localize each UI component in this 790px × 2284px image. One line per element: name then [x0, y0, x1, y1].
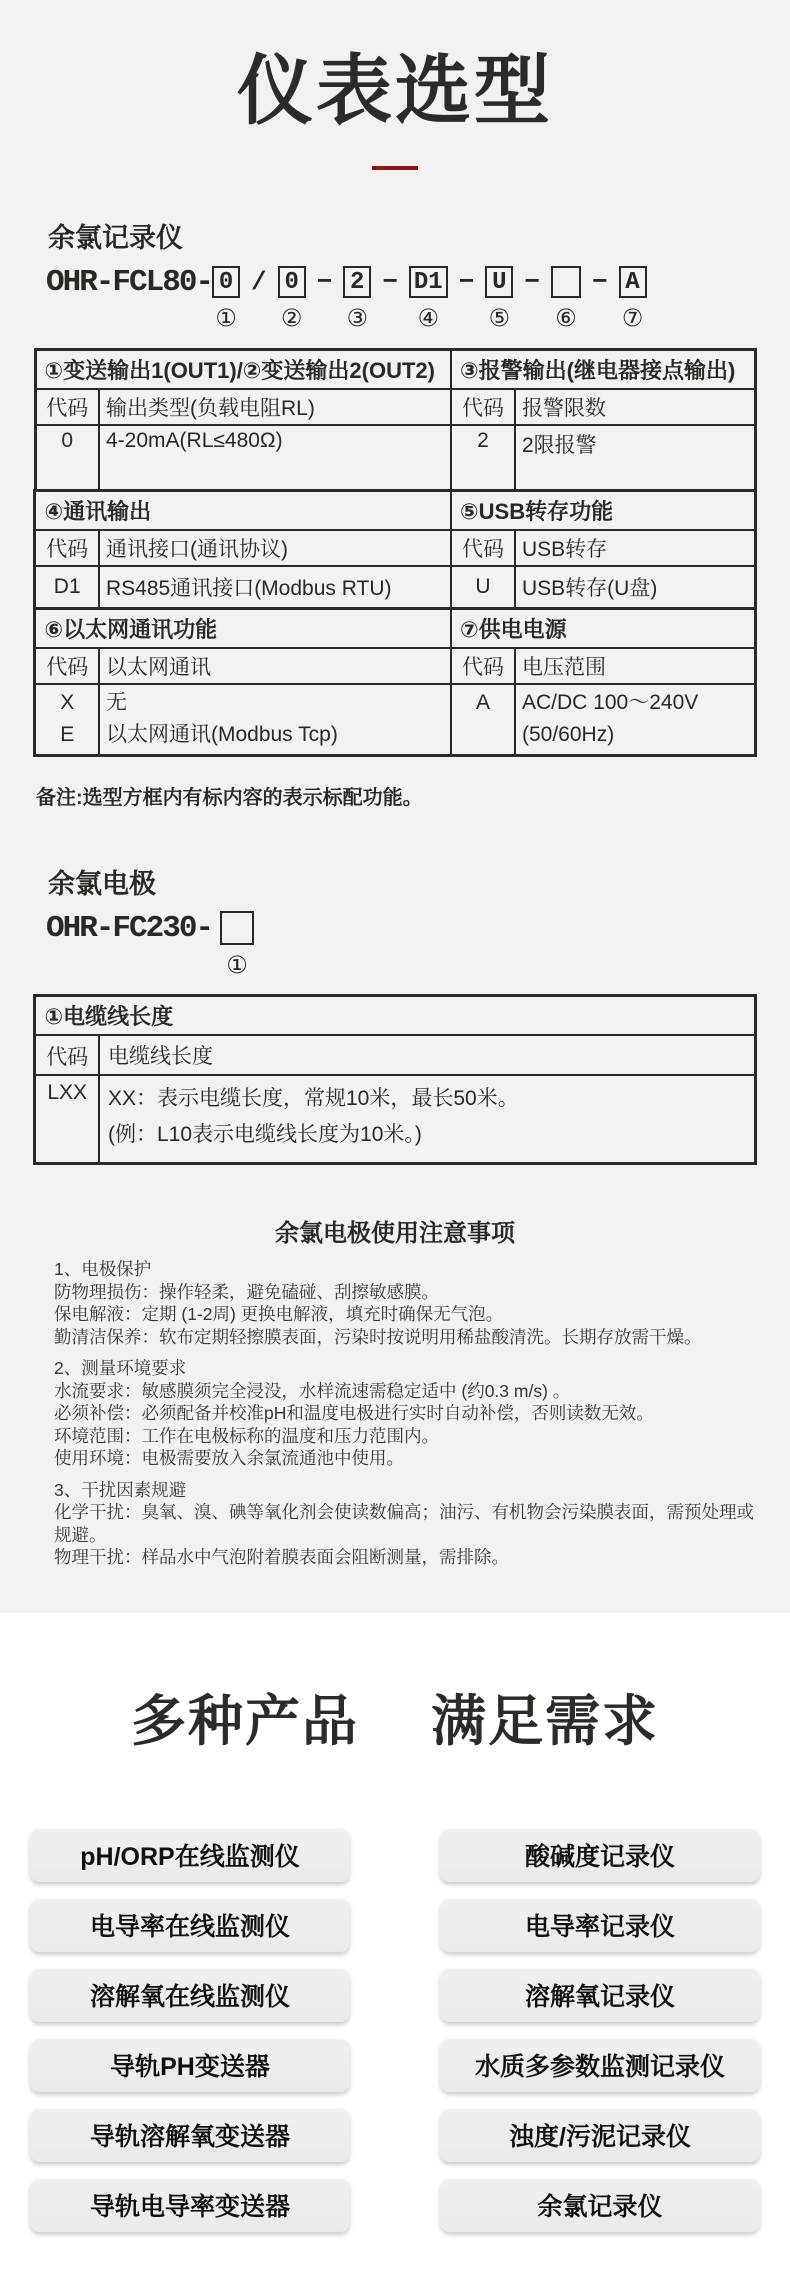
- label-desc: 以太网通讯: [99, 648, 451, 684]
- notes-body: [54, 1258, 754, 1569]
- model-code-box-1: [212, 266, 240, 333]
- code-box-index: ③: [346, 305, 368, 333]
- note-line: 3、干扰因素规避: [54, 1479, 187, 1500]
- label-desc: 电缆线长度: [99, 1035, 755, 1075]
- note-line: 化学干扰：臭氧、溴、碘等氧化剂会使读数偏高；油污、有机物会污染膜表面，需预处理或规避。: [54, 1502, 754, 1545]
- section3-header-right: ⑦供电电源: [451, 608, 755, 648]
- page-title: 仪表选型: [237, 49, 553, 134]
- section2-header-right: ⑤USB转存功能: [451, 490, 755, 530]
- label-code: 代码: [35, 389, 99, 425]
- code-box-index: ⑦: [621, 305, 644, 333]
- product-button-multiparameter-recorder[interactable]: 水质多参数监测记录仪: [440, 2038, 760, 2092]
- selection-table-ethernet-power: [33, 607, 756, 757]
- recorder-heading: 余氯记录仪: [48, 222, 183, 253]
- product-button-dissolved-oxygen-monitor[interactable]: 溶解氧在线监测仪: [30, 1968, 350, 2022]
- note-line: 物理干扰：样品水中气泡附着膜表面会阻断测量，需排除。: [54, 1547, 509, 1568]
- selection-note: 备注:选型方框内有标内容的表示标配功能。: [36, 786, 423, 809]
- code-box-value: 0: [278, 266, 306, 298]
- product-button-rail-conductivity-transmitter[interactable]: 导轨电导率变送器: [30, 2178, 350, 2232]
- label-code: 代码: [35, 1035, 99, 1075]
- product-button-ph-orp-monitor[interactable]: pH/ORP在线监测仪: [30, 1828, 350, 1882]
- label-code: 代码: [451, 648, 515, 684]
- model-code-box-4: [409, 266, 448, 333]
- selection-table-outputs: [34, 348, 757, 492]
- product-button-rail-do-transmitter[interactable]: 导轨溶解氧变送器: [30, 2108, 350, 2162]
- code-value: U: [451, 566, 515, 609]
- code-box-value-empty: [551, 266, 581, 298]
- code-box-value: 0: [212, 266, 240, 298]
- electrode-heading: 余氯电极: [48, 868, 156, 899]
- label-code: 代码: [35, 530, 99, 566]
- note-line: 水流要求：敏感膜须完全浸没，水样流速需稳定适中 (约0.3 m/s) 。: [54, 1380, 571, 1401]
- model-separator: −: [458, 267, 475, 298]
- product-button-turbidity-recorder[interactable]: 浊度/污泥记录仪: [440, 2108, 760, 2162]
- model-prefix: OHR-FCL80-: [46, 264, 213, 300]
- code-desc-list: [515, 684, 755, 756]
- code-desc: RS485通讯接口(Modbus RTU): [99, 566, 451, 609]
- code-box-index: ②: [280, 305, 303, 333]
- label-code: 代码: [451, 530, 515, 566]
- products-grid: [30, 1828, 760, 2232]
- model-separator: −: [316, 267, 333, 298]
- code-value: 0: [35, 425, 99, 491]
- label-desc: USB转存: [515, 530, 755, 566]
- code-desc: (50/60Hz): [522, 723, 615, 747]
- model-separator: /: [251, 267, 267, 298]
- product-button-dissolved-oxygen-recorder[interactable]: 溶解氧记录仪: [440, 1968, 760, 2022]
- model-separator: −: [591, 267, 608, 298]
- model-separator: −: [524, 267, 540, 298]
- note-line: 1、电极保护: [54, 1259, 152, 1280]
- label-desc: 通讯接口(通讯协议): [99, 530, 451, 566]
- code-desc-list: [99, 684, 451, 756]
- code-desc: USB转存(U盘): [515, 566, 755, 609]
- note-line: 勤清洁保养：软布定期轻擦膜表面，污染时按说明用稀盐酸清洗。长期存放需干燥。: [54, 1326, 702, 1347]
- code-desc: 4-20mA(RL≤480Ω): [99, 425, 451, 491]
- products-heading: [0, 1677, 790, 1756]
- products-section: [0, 1613, 790, 2284]
- code-value: A: [451, 684, 515, 756]
- label-code: 代码: [35, 648, 99, 684]
- code-box-index: ⑥: [555, 305, 577, 333]
- code-desc: XX：表示电缆长度，常规10米，最长50米。: [107, 1086, 519, 1110]
- selection-table-comm: [33, 489, 756, 610]
- product-button-residual-chlorine-recorder[interactable]: 余氯记录仪: [440, 2178, 760, 2232]
- code-box-index: ⑤: [488, 305, 511, 333]
- product-button-conductivity-monitor[interactable]: 电导率在线监测仪: [30, 1898, 350, 1952]
- label-desc: 报警限数: [515, 389, 755, 425]
- code-desc: (例：L10表示电缆线长度为10米。): [107, 1123, 422, 1147]
- note-line: 必须补偿：必须配备并校准pH和温度电极进行实时自动补偿，否则读数无效。: [54, 1403, 654, 1424]
- model-code-box-6: [551, 266, 581, 333]
- code-value: D1: [35, 566, 99, 609]
- product-button-acidity-recorder[interactable]: 酸碱度记录仪: [440, 1828, 760, 1882]
- code-desc: 无: [105, 690, 127, 714]
- code-desc: AC/DC 100～240V: [522, 690, 699, 714]
- cable-length-table: [33, 994, 756, 1166]
- code-value-list: [35, 684, 99, 756]
- code-box-value: A: [619, 266, 647, 298]
- product-button-rail-ph-transmitter[interactable]: 导轨PH变送器: [30, 2038, 350, 2092]
- electrode-model-code: [46, 910, 790, 980]
- code-desc-list: [99, 1075, 755, 1164]
- code-box-value: D1: [409, 266, 448, 298]
- note-line: 防物理损伤：操作轻柔，避免磕碰、刮擦敏感膜。: [54, 1281, 439, 1302]
- model-code-box-2: [278, 266, 306, 333]
- code-box-value: U: [485, 266, 513, 298]
- cable-table-header: ①电缆线长度: [35, 995, 755, 1035]
- model-code-box-3: [343, 266, 371, 333]
- code-box-value-empty: [220, 911, 254, 945]
- code-value: LXX: [35, 1075, 99, 1164]
- code-box-index: ④: [417, 305, 440, 333]
- product-button-conductivity-recorder[interactable]: 电导率记录仪: [440, 1898, 760, 1952]
- note-line: 使用环境：电极需要放入余氯流通池中使用。: [54, 1448, 404, 1469]
- model-prefix: OHR-FC230-: [46, 910, 213, 946]
- products-heading-left: 多种产品: [130, 1689, 359, 1752]
- code-desc: 以太网通讯(Modbus Tcp): [105, 723, 338, 747]
- code-value: X: [60, 690, 75, 714]
- label-code: 代码: [451, 389, 515, 425]
- label-desc: 输出类型(负载电阻RL): [99, 389, 451, 425]
- code-desc: 2限报警: [515, 425, 755, 491]
- model-separator: −: [382, 267, 398, 298]
- note-line: 保电解液：定期 (1-2周) 更换电解液，填充时确保无气泡。: [54, 1304, 504, 1325]
- section3-header-left: ⑥以太网通讯功能: [35, 608, 451, 648]
- section1-header-left: ①变送输出1(OUT1)/②变送输出2(OUT2): [35, 349, 451, 389]
- code-box-index: ①: [215, 305, 237, 333]
- code-box-value: 2: [343, 266, 371, 298]
- model-code-box-5: [485, 266, 513, 333]
- code-value: 2: [451, 425, 515, 491]
- note-line: 环境范围：工作在电极标称的温度和压力范围内。: [54, 1425, 439, 1446]
- label-desc: 电压范围: [515, 648, 755, 684]
- products-heading-right: 满足需求: [431, 1689, 660, 1752]
- electrode-code-box: [220, 911, 254, 980]
- note-line: 2、测量环境要求: [54, 1358, 187, 1379]
- section1-header-right: ③报警输出(继电器接点输出): [451, 349, 755, 389]
- recorder-model-code: [46, 264, 790, 333]
- title-underline-accent: [372, 166, 418, 170]
- code-box-index: ①: [226, 952, 248, 980]
- notes-title: 余氯电极使用注意事项: [275, 1220, 515, 1248]
- model-code-box-7: [619, 266, 647, 333]
- code-value: E: [60, 723, 75, 747]
- section2-header-left: ④通讯输出: [35, 490, 451, 530]
